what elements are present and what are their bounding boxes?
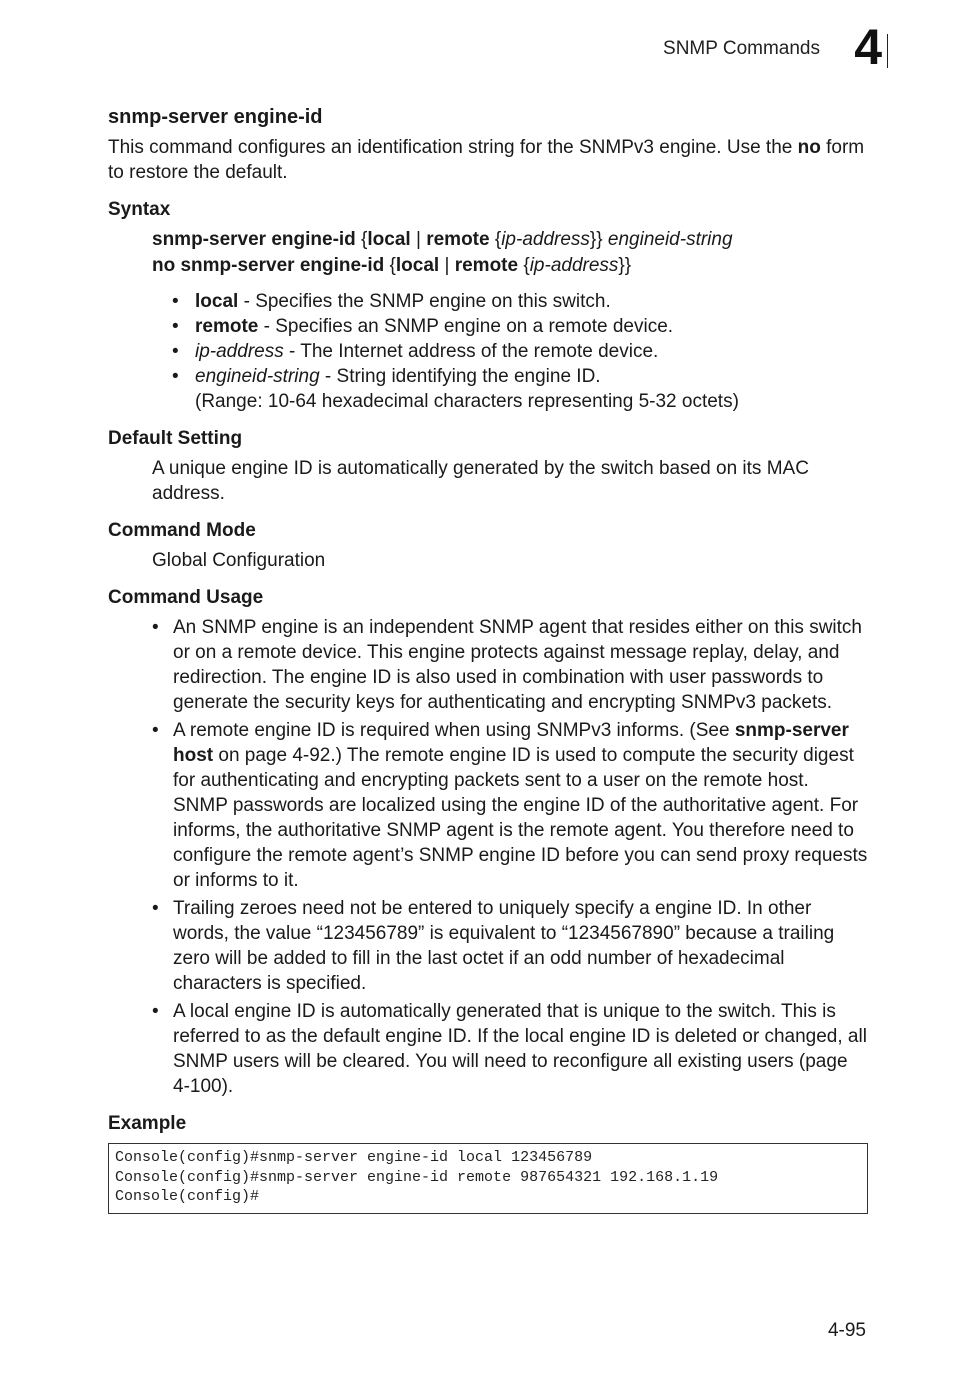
syntax-heading: Syntax [108,199,171,220]
list-item: • Trailing zeroes need not be entered to uniquely specify a engine ID. In other words, the value “123456789” is equivalent to “1234567890” because a trailing zero will be added to fill in the last octet if an odd number of hexadecimal characters is specified. [152,896,868,996]
list-item: • local - Specifies the SNMP engine on this switch. [152,289,868,314]
example-code-block: Console(config)#snmp-server engine-id local 123456789 Console(config)#snmp-server engine-id remote 987654321 192.168.1.19 Console(config)# [108,1143,868,1214]
parameter-list [152,289,868,414]
list-item: • remote - Specifies an SNMP engine on a remote device. [152,314,868,339]
syntax-line: snmp-server engine-id {local | remote {ip-address}} engineid-string [152,229,733,250]
command-mode-heading: Command Mode [108,520,256,541]
command-usage-heading: Command Usage [108,587,264,608]
default-setting-heading: Default Setting [108,428,243,449]
chapter-number: 4 [854,19,882,75]
example-heading: Example [108,1113,187,1134]
command-mode-text: Global Configuration [152,550,326,571]
list-item: • A remote engine ID is required when using SNMPv3 informs. (See snmp-server host on page 4-92.) The remote engine ID is used to compute the security digest for authenticating and encrypting packets sent to a user on the remote host. SNMP passwords are localized using the engine ID of the authoritative agent. For informs, the authoritative SNMP agent is the remote agent. You therefore need to configure the remote agent’s SNMP engine ID before you can send proxy requests or informs to it. [152,718,868,893]
no-keyword: no [797,137,821,158]
list-item: • ip-address - The Internet address of the remote device. [152,339,868,364]
list-item: • An SNMP engine is an independent SNMP agent that resides either on this switch or on a remote device. This engine protects against message replay, delay, and redirection. The engine ID is also used in combination with user passwords to generate the security keys for authenticating and encrypting SNMPv3 packets. [152,615,868,715]
list-item: • engineid-string - String identifying the engine ID. (Range: 10-64 hexadecimal characters representing 5-32 octets) [152,364,868,414]
page-content [108,106,868,1214]
command-title: snmp-server engine-id [108,106,323,128]
header-section-title: SNMP Commands [663,38,820,59]
page-number: 4-95 [827,1320,866,1341]
usage-list [152,615,868,1099]
cross-reference: snmp-server host [173,720,849,766]
syntax-block [152,227,868,279]
intro-paragraph: This command configures an identification string for the SNMPv3 engine. Use the no form to restore the default. [108,137,865,183]
syntax-line-no: no snmp-server engine-id {local | remote {ip-address}} [152,255,632,276]
default-setting-text: A unique engine ID is automatically generated by the switch based on its MAC address. [152,458,809,504]
list-item: • A local engine ID is automatically generated that is unique to the switch. This is referred to as the default engine ID. If the local engine ID is deleted or changed, all SNMP users will be cleared. You will need to reconfigure all existing users (page 4-100). [152,999,868,1099]
